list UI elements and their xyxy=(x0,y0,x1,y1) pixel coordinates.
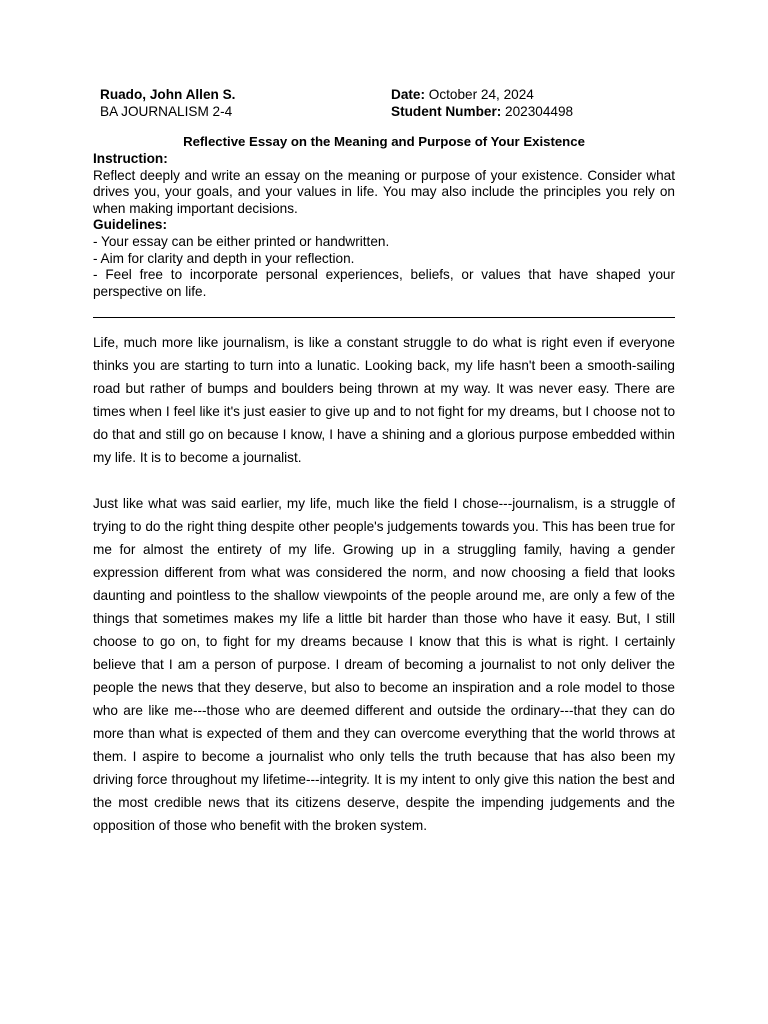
essay-title: Reflective Essay on the Meaning and Purpose of Your Existence xyxy=(183,134,585,149)
student-program: BA JOURNALISM 2-4 xyxy=(100,103,233,119)
date-line xyxy=(391,87,691,104)
essay-paragraph: Life, much more like journalism, is like a constant struggle to do what is right even if everyone thinks you are starting to turn into a lunatic. Looking back, my life hasn't been a smooth-sailing road but rather of bumps and boulders being thrown at my way. It was never easy. There are times when I feel like it's just easier to give up and to not fight for my dreams, but I choose not to do that and still go on because I know, I have a shining and a glorious purpose embedded within my life. It is to become a journalist. xyxy=(93,335,675,465)
instruction-text: Reflect deeply and write an essay on the meaning or purpose of your existence. Consider what drives you, your goals, and your values in life. You may also include the principles you rely on when making important decisions. xyxy=(93,167,675,216)
guideline-item: - Feel free to incorporate personal experiences, beliefs, or values that have shaped your perspective on life. xyxy=(93,267,675,299)
essay-paragraph: Just like what was said earlier, my life, much like the field I chose---journalism, is a struggle of trying to do the right thing despite other people's judgements towards you. This has been true for me for almost the entirety of my life. Growing up in a struggling family, having a gender expression different from what was considered the norm, and now choosing a field that looks daunting and pointless to the shallow viewpoints of the people around me, are only a few of the things that sometimes makes my life a little bit harder than those who have it easy. But, I still choose to go on, to fight for my dreams because I know that this is what is right. I certainly believe that I am a person of purpose. I dream of becoming a journalist to not only deliver the people the news that they deserve, but also to become an inspiration and a role model to those who are like me---those who are deemed different and outside the ordinary---that they can do more than what is expected of them and they can overcome everything that the world throws at them. I aspire to become a journalist who only tells the truth because that has also been my driving force throughout my lifetime---integrity. It is my intent to only give this nation the best and the most credible news that its citizens deserve, despite the impending judgements and the opposition of those who benefit with the broken system. xyxy=(93,496,675,833)
instruction-heading: Instruction: xyxy=(93,151,168,166)
guideline-item: - Your essay can be either printed or handwritten. xyxy=(93,233,390,249)
student-number-value: 202304498 xyxy=(505,103,574,119)
instructions-section xyxy=(93,151,675,300)
student-number-line xyxy=(391,104,691,121)
date-label: Date: xyxy=(391,87,425,102)
student-number-label: Student Number: xyxy=(391,103,502,119)
section-divider xyxy=(93,317,675,318)
date-value: October 24, 2024 xyxy=(428,87,534,102)
student-info xyxy=(100,87,390,120)
submission-info xyxy=(391,87,691,120)
essay-body xyxy=(93,331,675,860)
guideline-item: - Aim for clarity and depth in your reflection. xyxy=(93,250,355,266)
student-name: Ruado, John Allen S. xyxy=(100,87,236,102)
guidelines-heading: Guidelines: xyxy=(93,217,168,233)
